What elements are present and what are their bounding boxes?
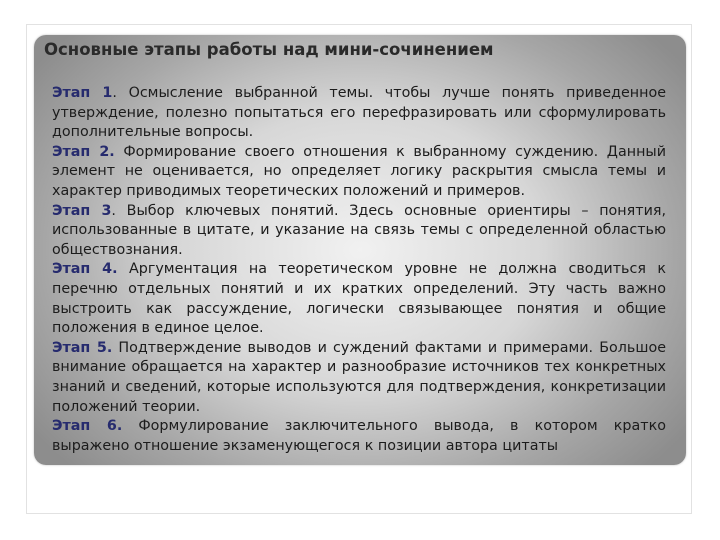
stage-label: Этап 2.	[52, 143, 115, 160]
stage-text: Формирование своего отношения к выбранному суждению. Данный элемент не оценивается, но определяет логику раскрытия смысла темы и характер приводимых теоретических положений и примеров.	[52, 143, 666, 199]
stage-text: . Осмысление выбранной темы. чтобы лучше понять приведенное утверждение, полезно попытаться его перефразировать или сформулировать дополнительные вопросы.	[52, 85, 666, 141]
stage-label: Этап 1	[52, 85, 113, 101]
stage-paragraph	[52, 202, 666, 261]
stage-paragraph	[52, 260, 666, 338]
slide-title: Основные этапы работы над мини-сочинением	[44, 40, 494, 59]
stages-body	[52, 84, 666, 456]
stage-label: Этап 4.	[52, 261, 118, 278]
stage-text: Формулирование заключительного вывода, в котором кратко выражено отношение экзаменующегося к позиции автора цитаты	[52, 418, 666, 454]
stage-paragraph	[52, 143, 666, 202]
stage-paragraph	[52, 84, 666, 143]
stage-label: Этап 6.	[52, 418, 123, 435]
stage-text: Аргументация на теоретическом уровне не должна сводиться к перечню отдельных понятий и их кратких определений. Эту часть важно выстроить как рассуждение, логически связывающее понятия и общие положения в единое целое.	[52, 261, 666, 337]
stage-text: Подтверждение выводов и суждений фактами и примерами. Большое внимание обращается на характер и разнообразие источников тех конкретных знаний и сведений, которые используются для подтверждения, конкретизации положений теории.	[52, 339, 666, 415]
stage-label: Этап 5.	[52, 339, 113, 356]
stage-paragraph	[52, 339, 666, 417]
stage-paragraph	[52, 417, 666, 456]
stage-label: Этап 3	[52, 202, 112, 219]
stage-text: . Выбор ключевых понятий. Здесь основные ориентиры – понятия, использованные в цитате, и указание на связь темы с определенной областью обществознания.	[52, 202, 667, 258]
